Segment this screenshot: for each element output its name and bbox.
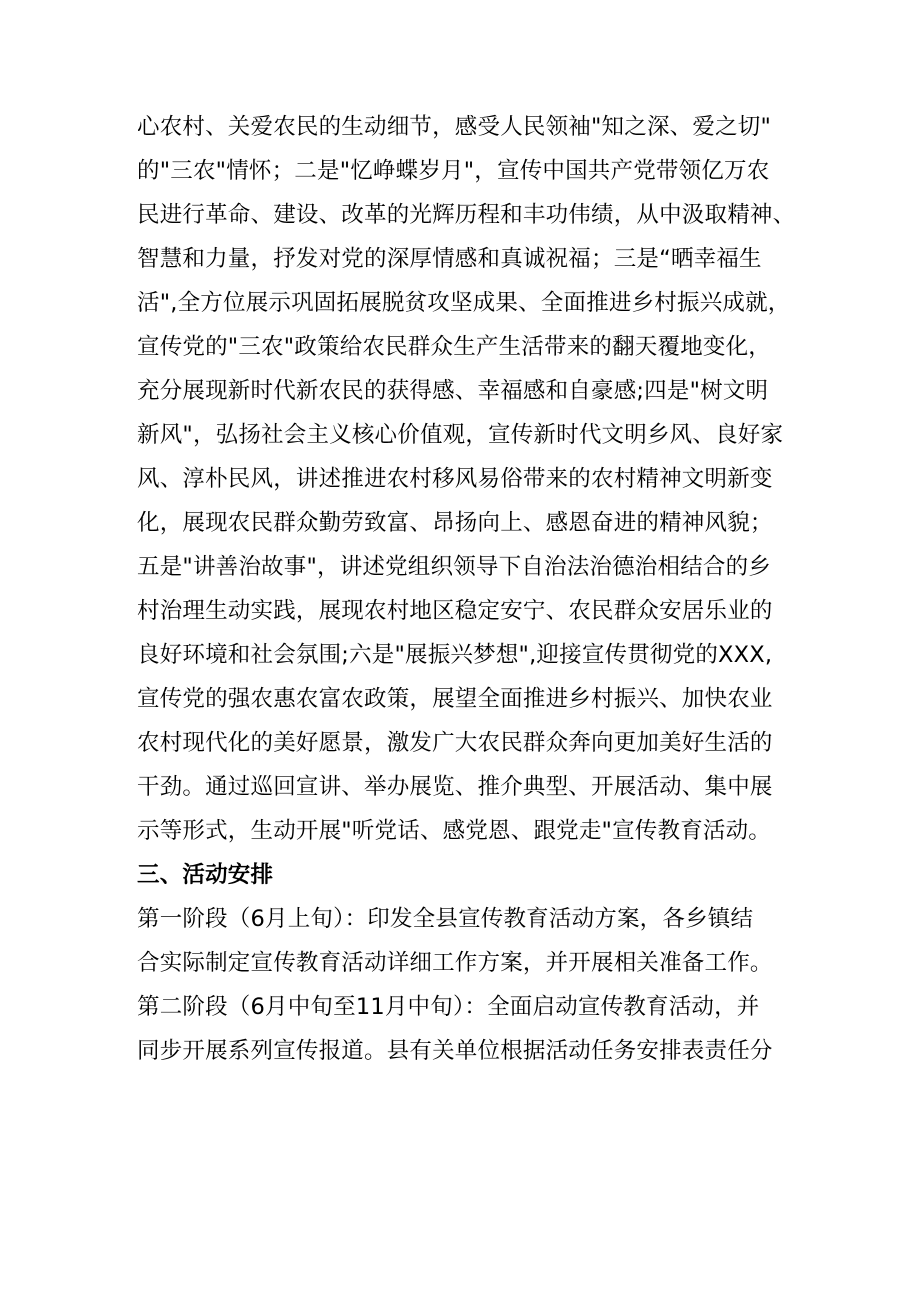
paragraph-line: 化，展现农民群众勤劳致富、昂扬向上、感恩奋进的精神风貌；	[137, 510, 773, 536]
paragraph-line: 宣传党的强农惠农富农政策，展望全面推进乡村振兴、加快农业	[137, 686, 773, 712]
stage-line: 第二阶段（6月中旬至11月中旬）：全面启动宣传教育活动，并	[137, 994, 760, 1020]
section-heading: 三、活动安排	[137, 862, 274, 888]
paragraph-line: 的"三农"情怀；二是"忆峥蝶岁月"，宣传中国共产党带领亿万农	[137, 158, 770, 184]
paragraph-line: 宣传党的"三农"政策给农民群众生产生活带来的翻天覆地变化，	[137, 334, 771, 360]
paragraph-line: 心农村、关爱农民的生动细节，感受人民领袖"知之深、爱之切"	[137, 114, 771, 140]
paragraph-line: 示等形式，生动开展"听党话、感党恩、跟党走"宣传教育活动。	[137, 818, 771, 844]
paragraph-line: 五是"讲善治故事"，讲述党组织领导下自治法治德治相结合的乡	[137, 554, 771, 580]
paragraph-line: 良好环境和社会氛围;六是"展振兴梦想",迎接宣传贯彻党的XXX,	[137, 642, 773, 668]
paragraph-line: 村治理生动实践，展现农村地区稳定安宁、农民群众安居乐业的	[137, 598, 773, 624]
stage-line: 第一阶段（6月上旬）：印发全县宣传教育活动方案，各乡镇结	[137, 906, 754, 932]
stage-line: 合实际制定宣传教育活动详细工作方案，并开展相关准备工作。	[137, 950, 773, 976]
paragraph-line: 民进行革命、建设、改革的光辉历程和丰功伟绩，从中汲取精神、	[137, 202, 796, 228]
paragraph-line: 充分展现新时代新农民的获得感、幸福感和自豪感;四是"树文明	[137, 378, 769, 404]
paragraph-line: 农村现代化的美好愿景，激发广大农民群众奔向更加美好生活的	[137, 730, 773, 756]
paragraph-line: 活",全方位展示巩固拓展脱贫攻坚成果、全面推进乡村振兴成就，	[137, 290, 791, 316]
paragraph-line: 新风"，弘扬社会主义核心价值观，宣传新时代文明乡风、良好家	[137, 422, 784, 448]
paragraph-line: 干劲。通过巡回宣讲、举办展览、推介典型、开展活动、集中展	[137, 774, 773, 800]
stage-line: 同步开展系列宣传报道。县有关单位根据活动任务安排表责任分	[137, 1038, 773, 1064]
paragraph-line: 智慧和力量，抒发对党的深厚情感和真诚祝福；三是“晒幸福生	[137, 246, 762, 272]
paragraph-line: 风、淳朴民风，讲述推进农村移风易俗带来的农村精神文明新变	[137, 466, 773, 492]
